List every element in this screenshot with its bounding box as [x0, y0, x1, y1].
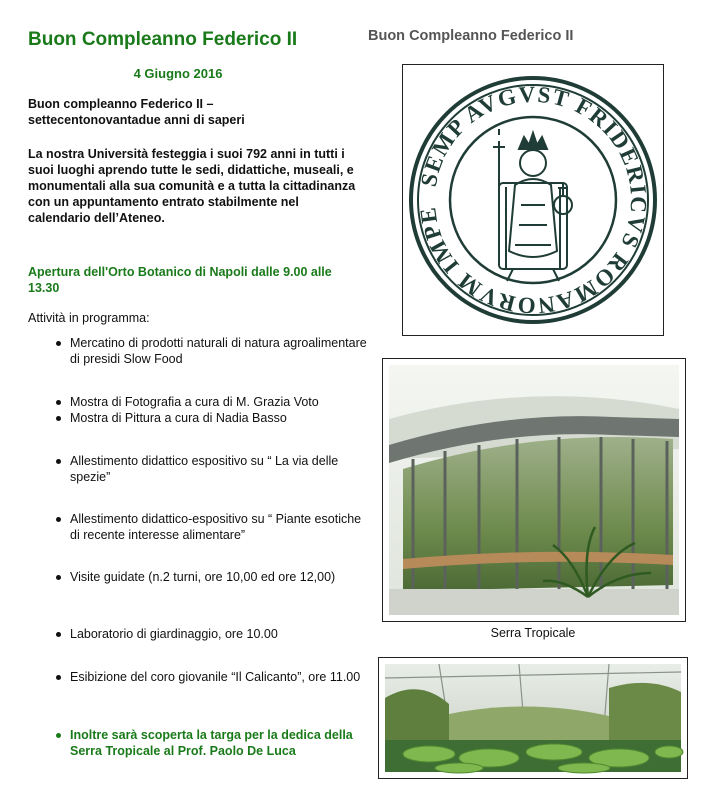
opening-hours: Apertura dell'Orto Botanico di Napoli dalle 9.00 alle 13.30 — [28, 265, 332, 295]
page-title: Buon Compleanno Federico II — [28, 29, 298, 50]
greenhouse-photo-frame — [382, 358, 686, 622]
list-item: Mostra di Pittura a cura di Nadia Basso — [28, 410, 370, 426]
bullet-icon — [56, 632, 61, 637]
intro-paragraph: La nostra Università festeggia i suoi 792 anni in tutti i suoi luoghi aprendo tutte le sedi, didattiche, museali, e monumentali alla sua comunità e a tutta la cittadinanza con un appuntamento entrato stabilmente nel calendario dell’Ateneo. — [28, 147, 356, 225]
bullet-icon — [56, 400, 61, 405]
list-item-highlight: Inoltre sarà scoperta la targa per la dedica della Serra Tropicale al Prof. Paolo De Luca — [28, 727, 370, 759]
photo-caption: Serra Tropicale — [490, 626, 576, 640]
bullet-icon — [56, 675, 61, 680]
seal-image — [403, 65, 663, 335]
date: 4 Giugno 2016 — [133, 66, 223, 81]
bullet-icon — [56, 733, 61, 738]
greenhouse-interior-photo — [379, 658, 687, 778]
article-column — [28, 28, 358, 326]
bullet-icon — [56, 341, 61, 346]
list-item: Allestimento didattico-espositivo su “ Piante esotiche di recente interesse alimentare” — [28, 511, 370, 543]
greenhouse-photo — [383, 359, 685, 621]
bullet-icon — [56, 416, 61, 421]
activities-heading: Attività in programma: — [28, 311, 150, 325]
bullet-icon — [56, 575, 61, 580]
bullet-icon — [56, 459, 61, 464]
list-item: Visite guidate (n.2 turni, ore 10,00 ed ore 12,00) — [28, 569, 370, 585]
seal-inscription: SEMP AVGVST FRIDERICVS ROMANORVM IMPE — [414, 81, 652, 319]
list-item: Allestimento didattico espositivo su “ La via delle spezie” — [28, 453, 370, 485]
list-item: Laboratorio di giardinaggio, ore 10.00 — [28, 626, 370, 642]
subtitle: Buon compleanno Federico II – settecentonovantadue anni di saperi — [28, 97, 245, 127]
list-item: Mercatino di prodotti naturali di natura agroalimentare di presidi Slow Food — [28, 335, 370, 367]
greenhouse-interior-photo-frame — [378, 657, 688, 779]
sidebar-title: Buon Compleanno Federico II — [368, 28, 574, 44]
list-item: Esibizione del coro giovanile “Il Calicanto”, ore 11.00 — [28, 669, 370, 685]
bullet-icon — [56, 517, 61, 522]
seal-image-frame — [402, 64, 664, 336]
list-item: Mostra di Fotografia a cura di M. Grazia Voto — [28, 394, 370, 410]
